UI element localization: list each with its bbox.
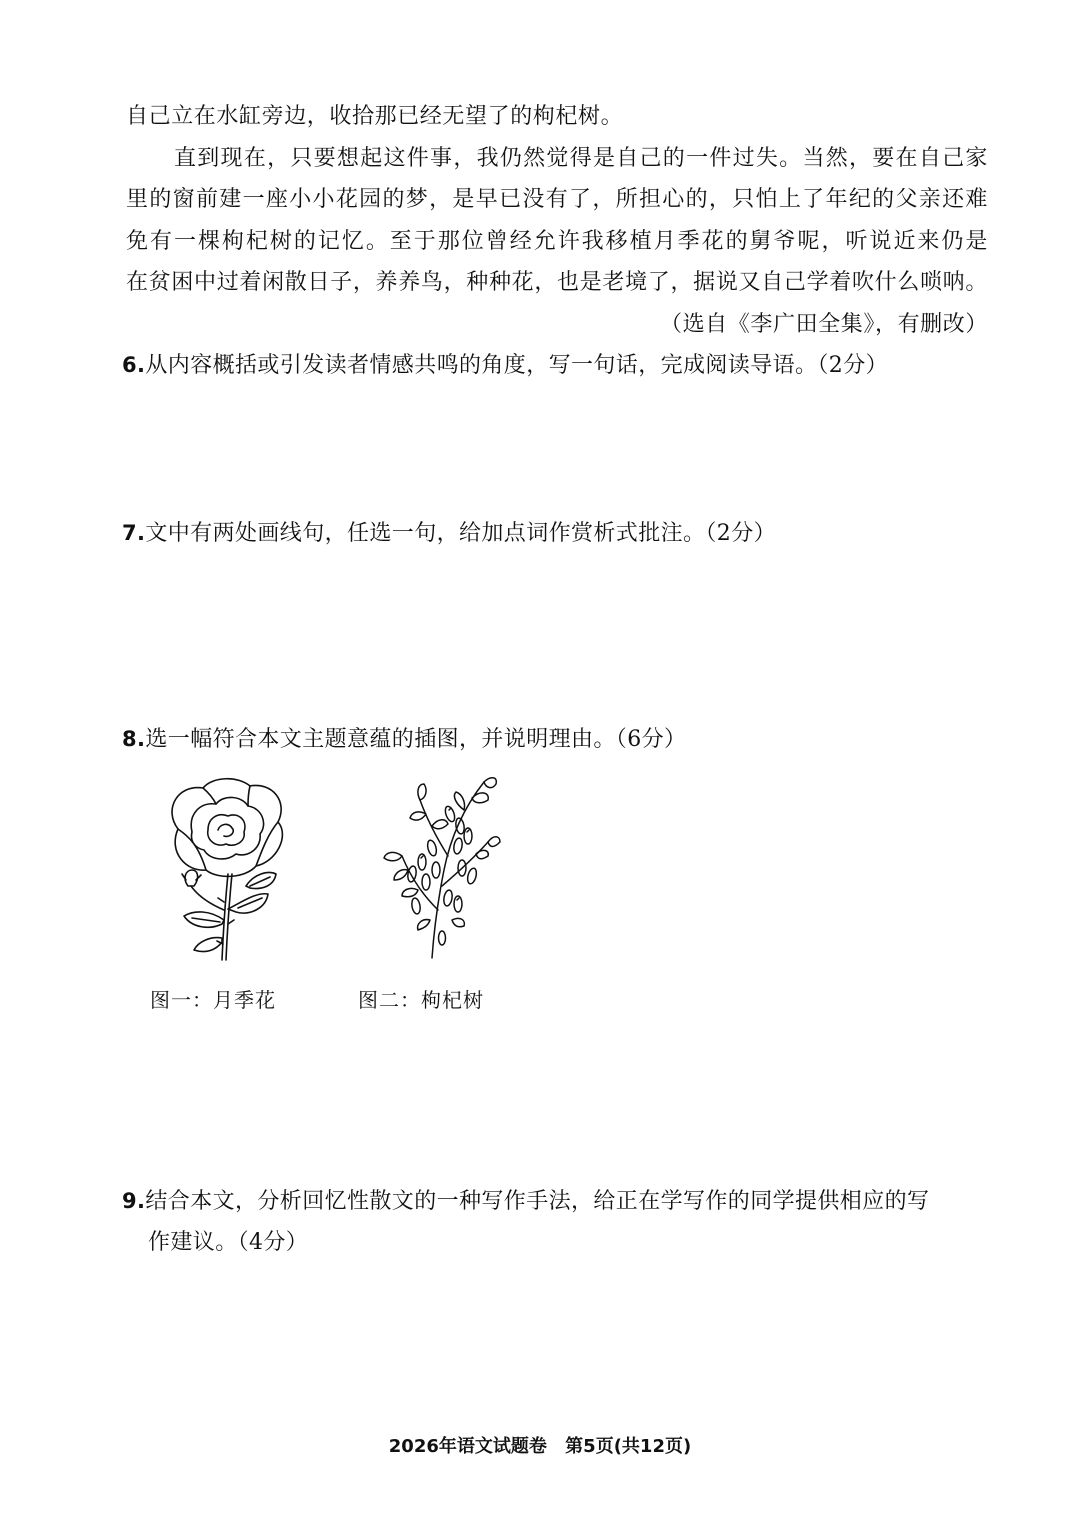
question-text: 作建议。（4分） xyxy=(148,1230,309,1255)
question-9 xyxy=(122,1186,929,1217)
question-number: 7. xyxy=(122,521,146,545)
page-number: 第5页(共12页) xyxy=(565,1436,692,1457)
question-6 xyxy=(122,350,888,381)
passage-source: （选自《李广田全集》，有删改） xyxy=(659,312,988,337)
passage-line-2: 直到现在，只要想起这件事，我仍然觉得是自己的一件过失。当然，要在自己家 xyxy=(174,146,988,171)
question-number: 6. xyxy=(122,353,146,377)
page-footer xyxy=(0,1432,1080,1458)
passage-line-3: 里的窗前建一座小小花园的梦，是早已没有了，所担心的，只怕上了年纪的父亲还难 xyxy=(126,187,988,212)
question-number: 9. xyxy=(122,1189,146,1213)
question-8 xyxy=(122,724,686,755)
exam-title: 2026年语文试题卷 xyxy=(388,1436,547,1457)
passage-line-4: 免有一棵枸杞树的记忆。至于那位曾经允许我移植月季花的舅爷呢，听说近来仍是 xyxy=(126,229,988,254)
question-text: 结合本文，分析回忆性散文的一种写作手法，给正在学写作的同学提供相应的写 xyxy=(145,1189,930,1214)
goji-branch-illustration xyxy=(372,770,502,960)
rose-illustration xyxy=(158,774,298,964)
question-number: 8. xyxy=(122,727,146,751)
question-7 xyxy=(122,518,776,549)
figure-2-caption: 图二：枸杞树 xyxy=(358,988,484,1012)
question-text: 选一幅符合本文主题意蕴的插图，并说明理由。（6分） xyxy=(145,727,687,752)
question-text: 从内容概括或引发读者情感共鸣的角度，写一句话，完成阅读导语。（2分） xyxy=(145,353,888,378)
question-text: 文中有两处画线句，任选一句，给加点词作赏析式批注。（2分） xyxy=(145,521,776,546)
question-9-continued xyxy=(148,1228,308,1258)
passage-line-5: 在贫困中过着闲散日子，养养鸟，种种花，也是老境了，据说又自己学着吹什么唢呐。 xyxy=(126,270,988,295)
passage-line-1: 自己立在水缸旁边，收拾那已经无望了的枸杞树。 xyxy=(126,104,624,129)
figure-1-caption: 图一：月季花 xyxy=(150,988,276,1012)
